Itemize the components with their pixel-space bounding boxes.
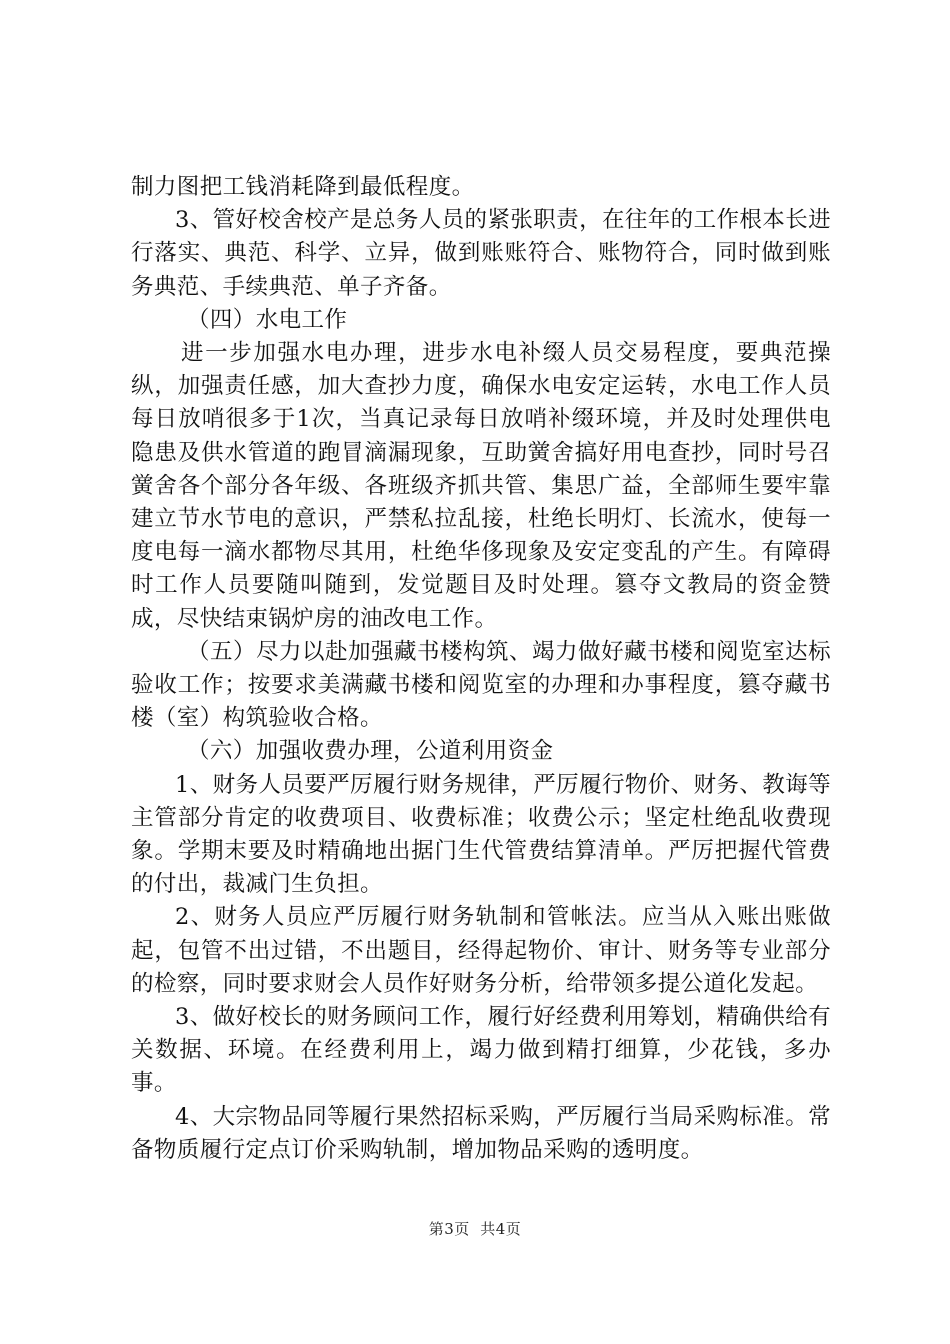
section-heading-fees: （六）加强收费办理，公道利用资金	[187, 738, 554, 765]
page-footer	[0, 1218, 950, 1239]
paragraph-2: 3、管好校舍校产是总务人员的紧张职责，在往年的工作根本长进行落实、典范、科学、立异，做到账账符合、账物符合，同时做到账务典范、手续典范、单子齐备。	[131, 207, 831, 300]
section-heading-water-electric: （四）水电工作	[187, 306, 348, 333]
paragraph-7: 1、财务人员要严厉履行财务规律，严厉履行物价、财务、教诲等主管部分肯定的收费项目、收费标准；收费公示；坚定杜绝乱收费现象。学期末要及时精确地出据门生代管费结算清单。严厉把握代管费的付出，裁减门生负担。	[131, 771, 831, 898]
paragraph-9: 3、做好校长的财务顾问工作，履行好经费利用筹划，精确供给有关数据、环境。在经费利用上，竭力做到精打细算，少花钱，多办事。	[131, 1004, 831, 1097]
paragraph-1: 制力图把工钱消耗降到最低程度。	[131, 174, 475, 200]
page-number: 第3页 共4页	[428, 1220, 522, 1238]
paragraph-5: （五）尽力以赴加强藏书楼构筑、竭力做好藏书楼和阅览室达标验收工作；按要求美满藏书楼和阅览室的办理和办事程度，篡夺藏书楼（室）构筑验收合格。	[131, 638, 831, 732]
document-body	[131, 171, 831, 1167]
paragraph-4: 进一步加强水电办理，进步水电补缀人员交易程度，要典范操纵，加强责任感，加大查抄力度，确保水电安定运转，水电工作人员每日放哨很多于1次，当真记录每日放哨补缀环境，并及时处理供电隐患及供水管道的跑冒滴漏现象，互助黉舍搞好用电查抄，同时号召黉舍各个部分各年级、各班级齐抓共管、集思广益，全部师生要牢靠建立节水节电的意识，严禁私拉乱接，杜绝长明灯、长流水，使每一度电每一滴水都物尽其用，杜绝华侈现象及安定变乱的产生。有障碍时工作人员要随叫随到，发觉题目及时处理。篡夺文教局的资金赞成，尽快结束锅炉房的油改电工作。	[131, 340, 831, 632]
paragraph-8: 2、财务人员应严厉履行财务轨制和管帐法。应当从入账出账做起，包管不出过错，不出题目，经得起物价、审计、财务等专业部分的检察，同时要求财会人员作好财务分析，给带领多提公道化发起。	[131, 904, 831, 997]
paragraph-10: 4、大宗物品同等履行果然招标采购，严厉履行当局采购标准。常备物质履行定点订价采购轨制，增加物品采购的透明度。	[131, 1103, 831, 1163]
